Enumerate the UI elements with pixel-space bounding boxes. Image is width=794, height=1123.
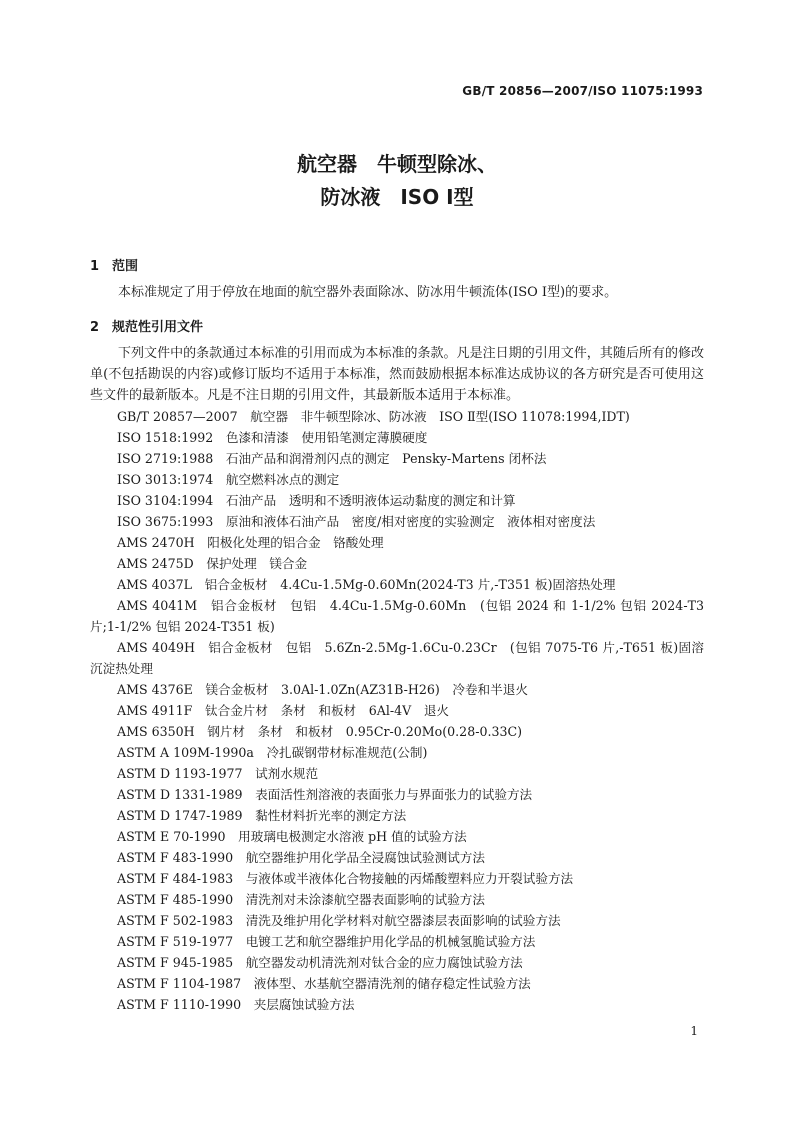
section2-heading-text: 规范性引用文件 [112,320,204,335]
reference-item: ASTM F 484-1983 与液体或半液体化合物接触的丙烯酸塑料应力开裂试验方法 [117,871,574,886]
reference-item: AMS 2470H 阳极化处理的铝合金 铬酸处理 [117,535,384,550]
reference-item: ASTM F 485-1990 清洗剂对未涂漆航空器表面影响的试验方法 [117,892,485,907]
reference-item: ASTM D 1747-1989 黏性材料折光率的测定方法 [117,808,407,823]
section1-heading-text: 范围 [112,259,139,274]
reference-item: AMS 4911F 钛合金片材 条材 和板材 6Al-4V 退火 [117,703,450,718]
reference-item: ASTM F 519-1977 电镀工艺和航空器维护用化学品的机械氢脆试验方法 [117,934,536,949]
section2-intro: 下列文件中的条款通过本标准的引用而成为本标准的条款。凡是注日期的引用文件，其随后所有的修改单(不包括勘误的内容)或修订版均不适用于本标准，然而鼓励根据本标准达成协议的各方研究是否可使用这些文件的最新版本。凡是不注日期的引用文件，其最新版本适用于本标准。 [90,346,704,403]
reference-item: AMS 6350H 钢片材 条材 和板材 0.95Cr-0.20Mo(0.28-0.33C) [117,724,523,739]
reference-item: ASTM A 109M-1990a 冷扎碳钢带材标准规范(公制) [117,745,428,760]
standard-code: GB/T 20856—2007/ISO 11075:1993 [462,84,703,98]
reference-item: ASTM F 1110-1990 夹层腐蚀试验方法 [117,997,355,1012]
section1-number: 1 [90,259,100,274]
reference-item: ASTM F 945-1985 航空器发动机清洗剂对钛合金的应力腐蚀试验方法 [117,955,523,970]
reference-item: ASTM F 502-1983 清洗及维护用化学材料对航空器漆层表面影响的试验方法 [117,913,561,928]
reference-item: AMS 4049H 铝合金板材 包铝 5.6Zn-2.5Mg-1.6Cu-0.23Cr (包铝 7075-T6 片,-T651 板)固溶沉淀热处理 [90,640,704,676]
reference-item: AMS 4037L 铝合金板材 4.4Cu-1.5Mg-0.60Mn(2024-T3 片,-T351 板)固溶热处理 [117,577,616,592]
section2-heading [90,316,203,335]
reference-item: AMS 4041M 铝合金板材 包铝 4.4Cu-1.5Mg-0.60Mn (包铝 2024 和 1-1/2% 包铝 2024-T3 片;1-1/2% 包铝 2024-T351 板) [90,598,704,634]
reference-item: ISO 3013:1974 航空燃料冰点的测定 [117,472,340,487]
section2-number: 2 [90,320,100,335]
reference-item: ASTM D 1331-1989 表面活性剂溶液的表面张力与界面张力的试验方法 [117,787,533,802]
reference-item: ISO 2719:1988 石油产品和润滑剂闪点的测定 Pensky-Martens 闭杯法 [117,451,547,466]
section1-heading [90,255,138,274]
reference-item: ISO 3104:1994 石油产品 透明和不透明液体运动黏度的测定和计算 [117,493,516,508]
page-number: 1 [690,1024,698,1038]
section1-text: 本标准规定了用于停放在地面的航空器外表面除冰、防冰用牛顿流体(ISO Ⅰ型)的要求。 [118,285,618,300]
reference-item: GB/T 20857—2007 航空器 非牛顿型除冰、防冰液 ISO Ⅱ型(ISO 11078:1994,IDT) [117,409,630,424]
reference-list [90,406,704,1015]
document-title-line1: 航空器 牛顿型除冰、 [297,152,497,176]
reference-item: ASTM E 70-1990 用玻璃电极测定水溶液 pH 值的试验方法 [117,829,467,844]
reference-item: AMS 4376E 镁合金板材 3.0Al-1.0Zn(AZ31B-H26) 冷卷和半退火 [117,682,528,697]
reference-item: AMS 2475D 保护处理 镁合金 [117,556,308,571]
reference-item: ASTM F 1104-1987 液体型、水基航空器清洗剂的储存稳定性试验方法 [117,976,531,991]
document-title-line2: 防冰液 ISO Ⅰ型 [320,185,474,209]
reference-item: ISO 3675:1993 原油和液体石油产品 密度/相对密度的实验测定 液体相对密度法 [117,514,596,529]
reference-item: ISO 1518:1992 色漆和清漆 使用铅笔测定薄膜硬度 [117,430,428,445]
reference-item: ASTM F 483-1990 航空器维护用化学品全浸腐蚀试验测试方法 [117,850,485,865]
reference-item: ASTM D 1193-1977 试剂水规范 [117,766,319,781]
